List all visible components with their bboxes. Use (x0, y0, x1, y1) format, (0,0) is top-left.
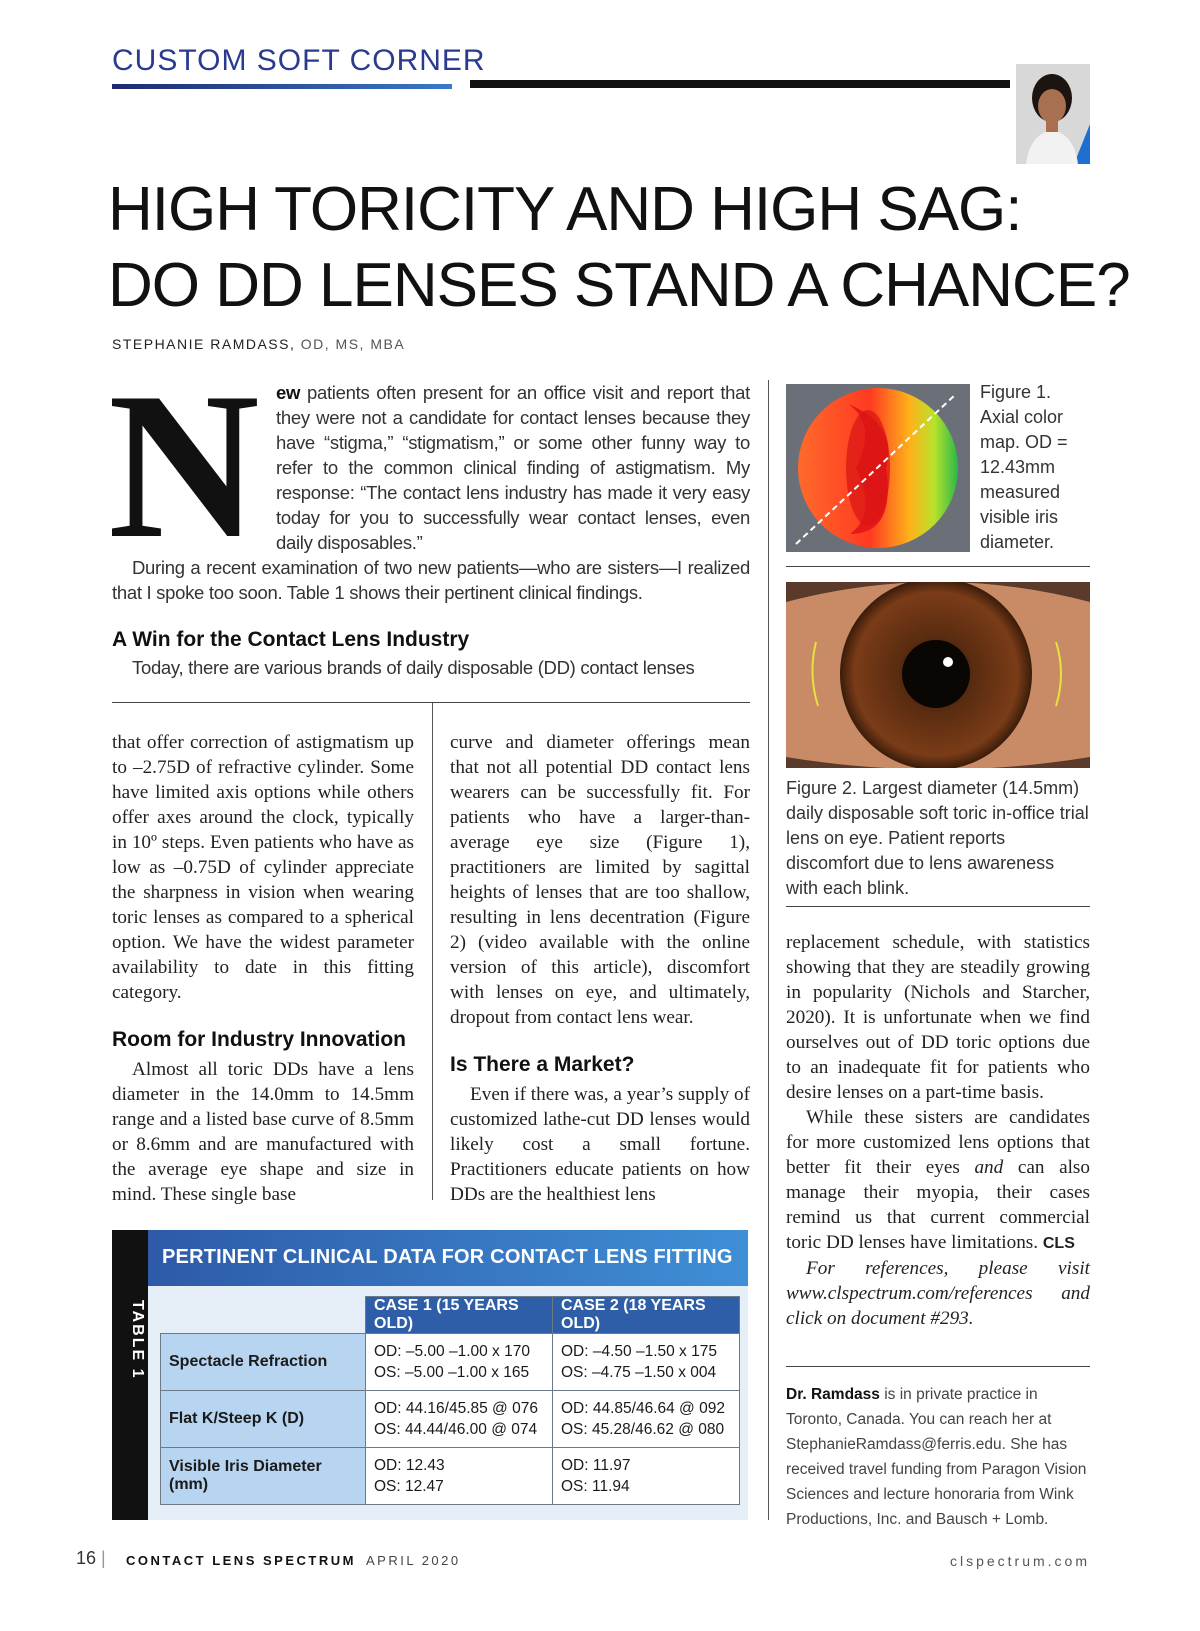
row-label: Spectacle Refraction (161, 1334, 366, 1391)
headline-line-1: HIGH TORICITY AND HIGH SAG: (108, 175, 1022, 244)
figure-1-divider (786, 566, 1090, 567)
cell-line-od: OD: 11.97 (561, 1457, 631, 1474)
signoff: CLS (1042, 1235, 1075, 1252)
figure-1-caption: Figure 1. Axial color map. OD = 12.43mm measured visible iris diameter. (980, 382, 1068, 552)
bio-divider (786, 1366, 1090, 1367)
table-cell (366, 1448, 553, 1505)
drop-cap-letter: N (108, 350, 260, 582)
section3-col3a: replacement schedule, with statistics showing that they are steadily growing in popularity (Nichols and Starcher, 2020). It is unfortunate when we find ourselves out of DD toric options due to an inadequate fit for patients who desire lenses on a part-time basis. (786, 932, 1090, 1103)
cell-line-os: OS: 44.44/46.00 @ 074 (374, 1421, 538, 1438)
author-bio (786, 1382, 1090, 1532)
site-url: clspectrum.com (949, 1553, 1090, 1569)
col-header-case-2: CASE 2 (18 YEARS OLD) (553, 1297, 740, 1334)
table-row (161, 1391, 740, 1448)
cell-line-os: OS: 45.28/46.62 @ 080 (561, 1421, 725, 1438)
column-divider-2 (768, 380, 769, 1520)
table-side-label: TABLE 1 (129, 1300, 146, 1380)
intro-paragraph (276, 380, 750, 555)
heading-market: Is There a Market? (450, 1053, 635, 1076)
page-number: 16 | (76, 1548, 106, 1568)
column-1-text-b (112, 1057, 414, 1207)
section1-lead-text: Today, there are various brands of daily disposable (DD) contact lenses (132, 657, 695, 678)
heading-innovation: Room for Industry Innovation (112, 1028, 406, 1051)
section3-col3b-pre: While these sisters are candidates for more customized lens options that better fit their eyes (786, 1107, 1090, 1178)
col-header-case-1: CASE 1 (15 YEARS OLD) (366, 1297, 553, 1334)
intro-paragraph-2 (112, 555, 750, 605)
column-3-text (786, 930, 1090, 1331)
intro-lead-bold: ew (276, 382, 301, 403)
section3-col3b-em: and (974, 1157, 1004, 1178)
intro-lead-rest: patients often present for an office visit and report that they were not a candidate for contact lenses because they have “stigma,” “stigmatism,” or some other funny way to refer to the common clinical finding of astigmatism. My response: “The contact lens industry has made it very easy today for you to successfully wear contact lenses, even daily disposables.” (276, 382, 750, 553)
headline-line-2: DO DD LENSES STAND A CHANCE? (108, 251, 1130, 320)
page-number-text: 16 (76, 1548, 97, 1568)
cell-line-od: OD: 44.16/45.85 @ 076 (374, 1400, 538, 1417)
table-row (161, 1334, 740, 1391)
section-label: CUSTOM SOFT CORNER (112, 44, 486, 77)
magazine-name: CONTACT LENS SPECTRUM (126, 1553, 356, 1568)
clinical-data-table (160, 1296, 740, 1505)
header-rule (470, 80, 1010, 88)
table-row (161, 1448, 740, 1505)
figure-2-divider (786, 906, 1090, 907)
row-label: Flat K/Steep K (D) (161, 1391, 366, 1448)
table-cell (553, 1448, 740, 1505)
row-label: Visible Iris Diameter (mm) (161, 1448, 366, 1505)
intro-para2-text: During a recent examination of two new patients—who are sisters—I realized that I spoke too soon. Table 1 shows their pertinent clinical findings. (112, 557, 750, 603)
column-2-text-b (450, 1082, 750, 1207)
cell-line-os: OS: –4.75 –1.50 x 004 (561, 1364, 717, 1381)
table-header-row (161, 1297, 740, 1334)
cell-line-od: OD: 44.85/46.64 @ 092 (561, 1400, 725, 1417)
author-photo (1016, 64, 1090, 164)
issue-date: APRIL 2020 (366, 1553, 461, 1568)
table-cell (366, 1334, 553, 1391)
section1-lead (112, 655, 750, 680)
drop-cap (108, 350, 268, 582)
bio-text: is in private practice in Toronto, Canada. You can reach her at StephanieRamdass@ferris.edu. She has received travel funding from Paragon Vision Sciences and lecture honoraria from Wink Productions, Inc. and Bausch + Lomb. (786, 1386, 1087, 1528)
section-underline (112, 84, 452, 89)
table-cell (366, 1391, 553, 1448)
author-credentials: OD, MS, MBA (300, 336, 406, 352)
table-cell (553, 1391, 740, 1448)
section1-continued: that offer correction of astigmatism up to –2.75D of refractive cylinder. Some have limited axis options while others offer axes around the clock, typically in 10º steps. Even patients who have as low as –0.75D of cylinder appreciate the sharpness in vision when wearing toric lenses as compared to a spherical option. We have the widest parameter availability to date in this fitting category. (112, 732, 414, 1003)
figure-2-image (786, 582, 1090, 768)
intro-divider (112, 702, 750, 703)
references-note: For references, please visit www.clspectrum.com/references and click on document #293. (786, 1258, 1090, 1329)
cell-line-os: OS: 11.94 (561, 1478, 630, 1495)
headline (108, 172, 1168, 324)
cell-line-os: OS: 12.47 (374, 1478, 444, 1495)
column-1-text (112, 730, 414, 1005)
figure-1-image (786, 384, 970, 552)
section3-body: Even if there was, a year’s supply of customized lathe-cut DD lenses would likely cost a small fortune. Practitioners educate patients on how DDs are the healthiest lens (450, 1084, 750, 1205)
table-cell (553, 1334, 740, 1391)
section2-body: Almost all toric DDs have a lens diameter in the 14.0mm to 14.5mm range and a listed base curve of 8.5mm or 8.6mm and are manufactured with the average eye shape and size in mind. These single base (112, 1059, 414, 1205)
column-2-text (450, 730, 750, 1030)
column-divider-1 (432, 703, 433, 1200)
section3-col3b-post: can also manage their myopia, their cases remind us that current commercial toric DD lenses have limitations. (786, 1157, 1090, 1253)
author-name: STEPHANIE RAMDASS, (112, 336, 296, 352)
cell-line-od: OD: 12.43 (374, 1457, 445, 1474)
table-corner (161, 1297, 366, 1334)
cell-line-od: OD: –4.50 –1.50 x 175 (561, 1343, 717, 1360)
bio-name: Dr. Ramdass (786, 1386, 880, 1403)
table-title: PERTINENT CLINICAL DATA FOR CONTACT LENS FITTING (162, 1246, 733, 1268)
figure-2-caption: Figure 2. Largest diameter (14.5mm) daily disposable soft toric in-office trial lens on eye. Patient reports discomfort due to lens awareness with each blink. (786, 778, 1089, 898)
cell-line-od: OD: –5.00 –1.00 x 170 (374, 1343, 530, 1360)
section2-col2: curve and diameter offerings mean that not all potential DD contact lens wearers can be successfully fit. For patients who have a larger-than-average eye size (Figure 1), practitioners are limited by sagittal heights of lenses that are too shallow, resulting in lens decentration (Figure 2) (video available with the online version of this article), discomfort with lenses on eye, and ultimately, dropout from contact lens wear. (450, 732, 750, 1028)
heading-win: A Win for the Contact Lens Industry (112, 628, 470, 651)
cell-line-os: OS: –5.00 –1.00 x 165 (374, 1364, 530, 1381)
